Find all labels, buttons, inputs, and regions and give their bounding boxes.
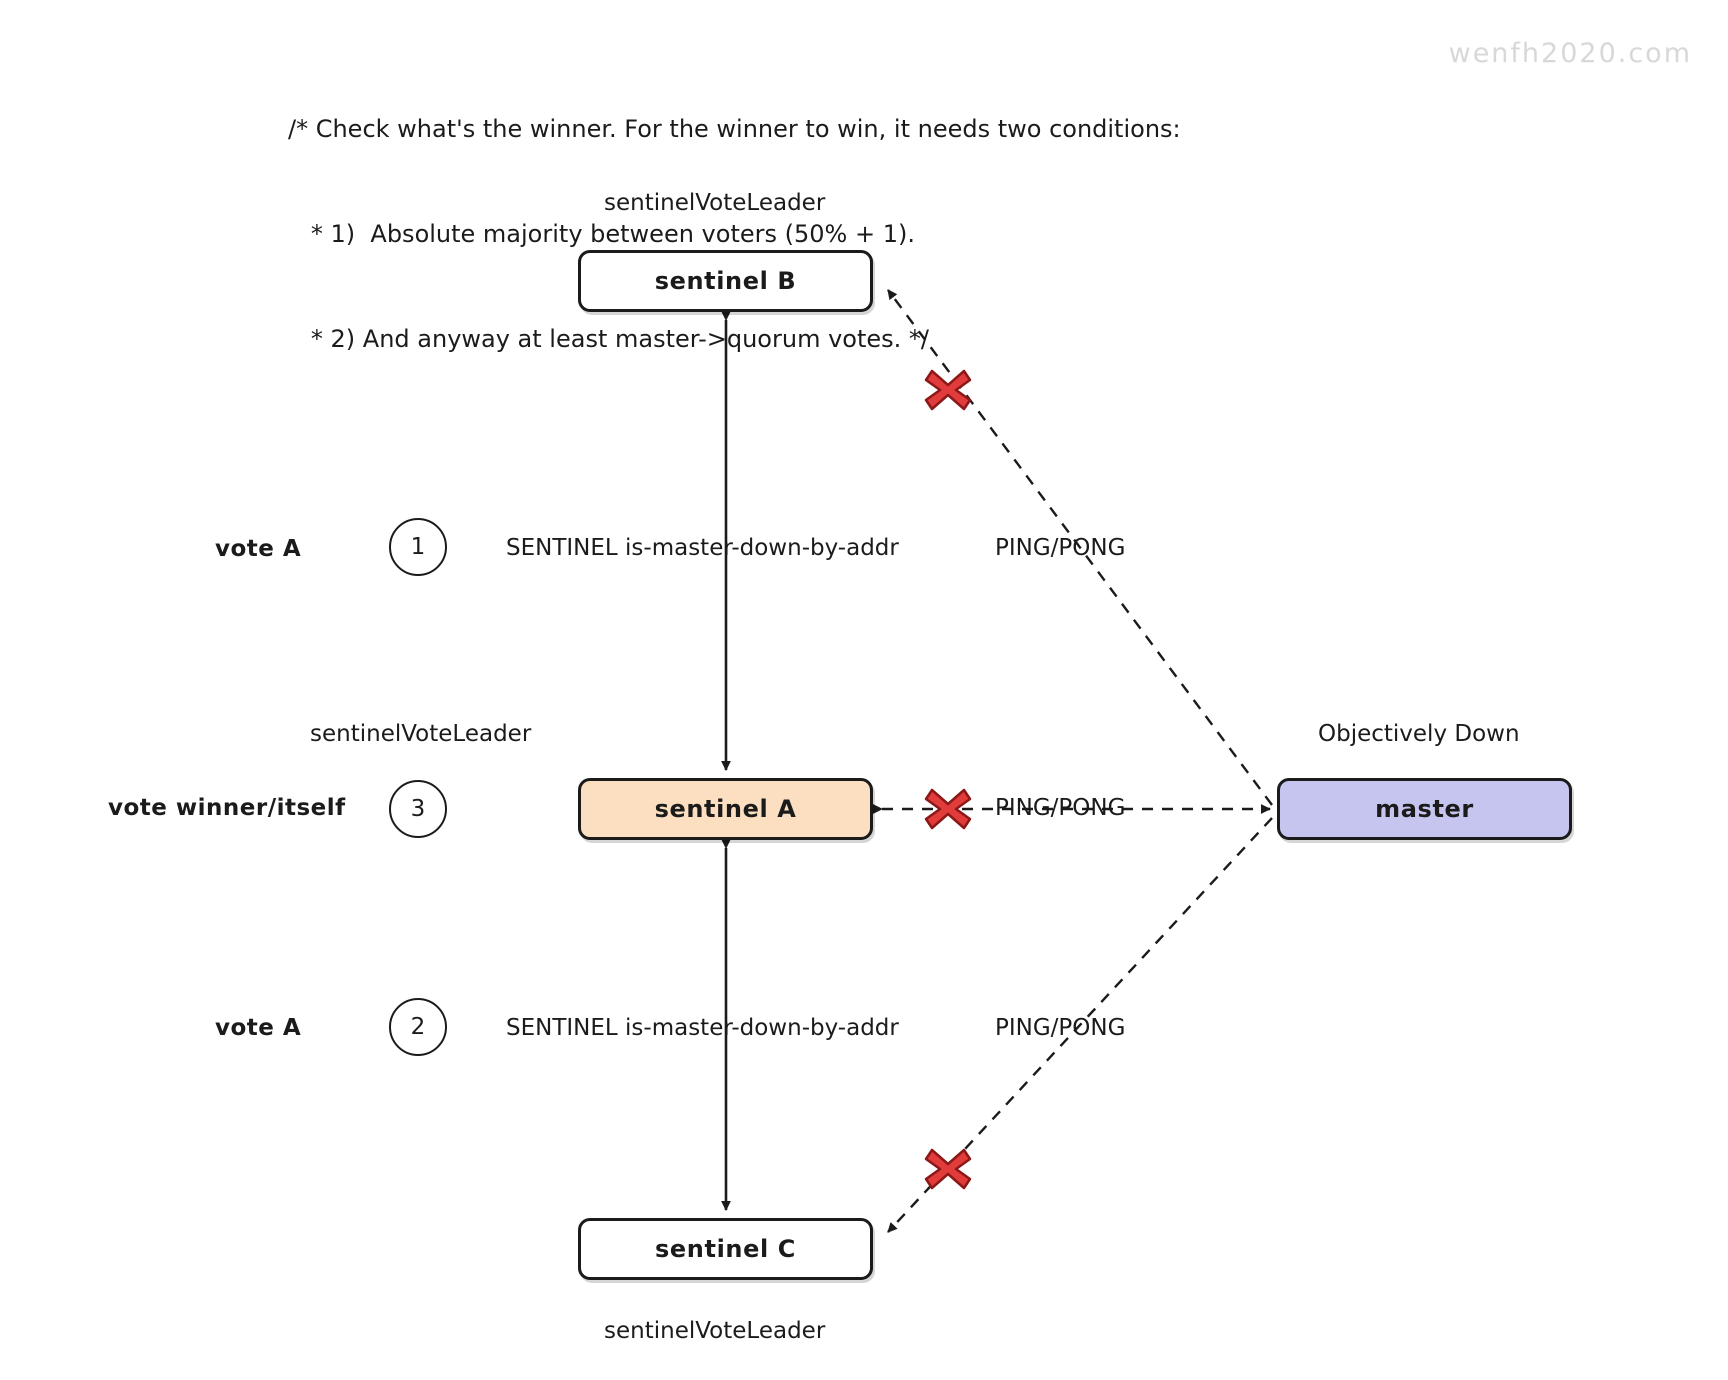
step-number-3: 3 (389, 780, 447, 838)
node-sentinel-c: sentinel C (578, 1218, 873, 1280)
link-broken-x-icon-bottom (920, 1141, 976, 1197)
vote-label-3: vote winner/itself (108, 795, 346, 821)
step-number-2: 2 (389, 998, 447, 1056)
caption-above-sentinel-b: sentinelVoteLeader (604, 190, 826, 216)
caption-above-master: Objectively Down (1318, 721, 1520, 747)
code-comment-block (288, 42, 1181, 392)
comment-line-1: /* Check what's the winner. For the winner to win, it needs two conditions: (288, 115, 1181, 143)
watermark: wenfh2020.com (1448, 38, 1692, 69)
link-broken-x-icon-middle (920, 781, 976, 837)
edge-label-sentinel-command-top: SENTINEL is-master-down-by-addr (506, 535, 899, 561)
link-broken-x-icon-top (920, 362, 976, 418)
node-master: master (1277, 778, 1572, 840)
node-sentinel-b: sentinel B (578, 250, 873, 312)
node-sentinel-a: sentinel A (578, 778, 873, 840)
vote-label-1: vote A (215, 536, 302, 562)
comment-line-2: * 1) Absolute majority between voters (50% + 1). (288, 220, 915, 248)
edge-label-ping-pong-top: PING/PONG (995, 535, 1126, 561)
caption-above-sentinel-a: sentinelVoteLeader (310, 721, 532, 747)
step-number-1: 1 (389, 518, 447, 576)
edge-label-sentinel-command-bottom: SENTINEL is-master-down-by-addr (506, 1015, 899, 1041)
vote-label-2: vote A (215, 1015, 302, 1041)
comment-line-3: * 2) And anyway at least master->quorum votes. */ (288, 325, 929, 353)
edge-label-ping-pong-middle: PING/PONG (995, 795, 1126, 821)
edge-label-ping-pong-bottom: PING/PONG (995, 1015, 1126, 1041)
caption-below-sentinel-c: sentinelVoteLeader (604, 1318, 826, 1344)
